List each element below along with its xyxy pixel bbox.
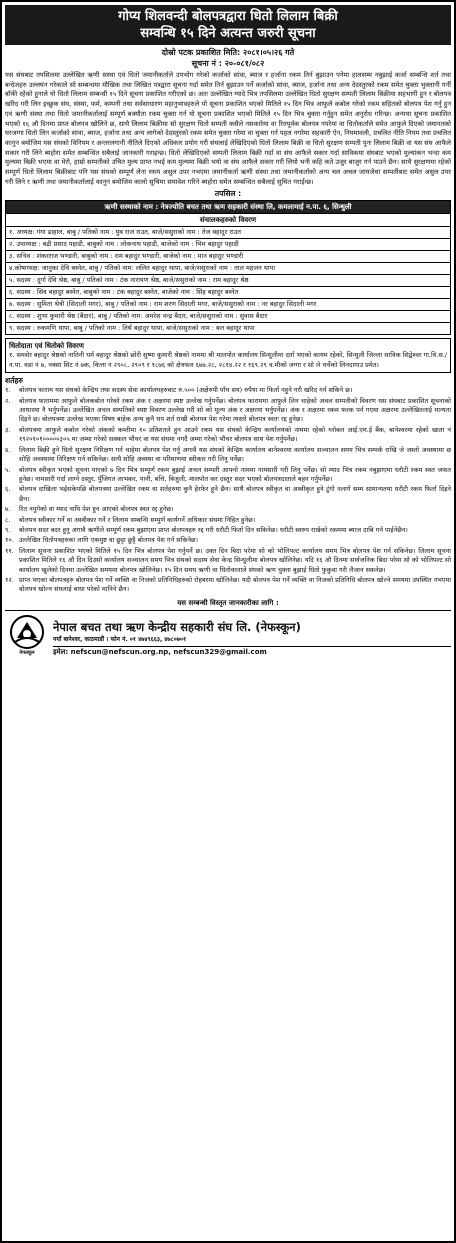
term-item: [5, 516, 451, 525]
term-item: [5, 466, 451, 485]
board-members-table: [5, 200, 451, 335]
terms-list: [5, 386, 451, 595]
term-item: [5, 576, 451, 595]
nefscun-logo-icon: [9, 614, 45, 650]
header-line-2: सम्वन्धि १५ दिने अत्यन्त जरुरी सूचना: [140, 26, 316, 41]
term-text: बोलपत्र फाराम यस संघको केन्द्रिय तथा सदस्य सेवा कार्यालयहरुबाट रु.५०० (अक्षेरुपी पाँच सय) रुपैया मा फिर्ता नहुने गरी खरिद गर्न सकिने छ।: [19, 386, 353, 395]
footer: [5, 610, 451, 664]
debtor-title: ऋणी सस्थाको नाम : नेत्रज्योति बचत तथा ऋण सहकारी संस्था लि, कमलामाई न.पा. ६, सिन्धुली: [6, 201, 451, 214]
term-text: बोलपत्रमा आफुले कबोल गरेको अंकको कम्तीमा १० प्रतिशतले हुन आउने रकम यस संघको केन्द्रिय कार्यालयको नाममा रहेको ग्लोबल आई.एम.ई बैंक, बानेश्वरमा रहेको खाता नं १९२०१०१०००००३०५ मा जम्मा गरेको सक्कल भौचर वा यस संघमा नगदै जम्मा गरेको भौचर बोलपत्र साथ पेश गर्नुपर्नेछ।: [19, 425, 451, 444]
member-row: ७. सदस्य : सुमिता श्रेत्री (सिदाली मगर), बाबु / पतिको नाम : राम शरण सिदाली मगर, बाजे/ससुराको नाम : नर बहादुर सिदाली मगर: [6, 299, 451, 311]
term-number: ९.: [5, 525, 11, 534]
term-text: बोलपत्र फाराममा आफुले बोलकबोल गरेको रकम अंक र अक्षरमा स्पष्ट उल्लेख गर्नुपर्नेछ। बोलपत्र फाराममा आफुले लिन चाहेको अचल सम्पतीको विवरण यस संघबाट प्रकाशित सूचनाको आधारमा नै भर्नुपर्नेछ। उल्लेखित अचल सम्पतिको स्पष्ट विवरण उल्लेख गरी सो को मूल्य अंक र अक्षरमा भर्नुपर्नेछ। अंक र अक्षरमा रकम फरक पर्न गएमा अक्षरमा उल्लेखितलाई मान्यता दिइने छ। बोलपत्रमा उल्लेख भएका विषय बाहेक अन्य कुनै थप शर्त राखी बोलपत्र पेश गरेमा त्यस्तो बोलपत्र स्वतः रद्द हुनेछ।: [19, 396, 451, 424]
term-number: ६.: [5, 485, 11, 494]
org-logo: [5, 614, 49, 664]
board-title: संचालकहरुको विवरण: [6, 214, 451, 227]
member-row: ६. सदस्य : सिव बहादुर बस्नेत, बाबुको नाम : टंक बहादुर बस्नेत, बाजेको नाम : सिंह बहादुर बस्नेत: [6, 287, 451, 299]
term-text: लिलाम बिक्री हुने धितो सुरक्षण निरिक्षण गर्न चाहेमा बोलपत्र पेश गर्नु अगावै यस संघको केन्द्रिय कार्यालय बानेश्वरमा कार्यालय सञ्चालन समय भित्र सम्पर्क राखि जे जस्तो अवस्थामा छ सोहि अवस्थामा निरिक्षण गर्न सकिनेछ। साथै सोहि अवस्था वा परिमाणमा स्वीकार गरी लिनु पर्नेछ।: [19, 445, 451, 464]
header-line-1: गोप्य शिलवन्दी बोलपत्रद्वारा धितो लिलाम बिक्री: [118, 9, 338, 24]
term-number: ११.: [5, 546, 14, 555]
term-text: बोलपत्र स्वीकार गर्ने वा अस्वीकार गर्ने र लिलाम सम्बन्धि सम्पुर्ण कार्यगर्ने अधिकार संघमा निहित हुनेछ।: [19, 515, 256, 524]
term-text: बोलपत्र सदर बदर हुनु अगावै ऋणीले सम्पूर्ण रकम बुझाएमा प्राप्त बोलपत्रहरु रद्द गरी धरौटी फिर्ता दिन सकिनेछ। धरौटी स्वरुप राखेको रकममा ब्याज दाबि गर्न पाईनेछैन।: [19, 525, 408, 534]
term-item: [5, 386, 451, 395]
tapsil-title: तपसिल :: [214, 189, 242, 199]
term-item: [5, 485, 451, 504]
info-line: यस सम्बन्धी विस्तृत जानकारीका लागि :: [177, 598, 279, 607]
member-row: १. अध्यक्ष: गंगा ढाहाल, बाबु / पतिको नाम : युब राज राउत, बाजे/ससुराको नाम : तेज बहादुर राउत: [6, 227, 451, 239]
org-address: नयाँ बानेश्वर, काठमाडौं । फोन नं. ०१ ४७४९६६३, ४७८०७०१: [53, 635, 187, 643]
logo-text: नेफस्कून: [19, 649, 35, 656]
member-row: ५. सदस्य : दुर्गा देवि श्रेष्ठ, बाबु / पतिको नाम : टंक नारायण श्रेष्ठ, बाजे/ससुराको नाम : राम बहादुर श्रेष्ठ: [6, 275, 451, 287]
member-row: ४.कोषाध्यक्ष: जानुका देवि बस्नेत, बाबु / पतिको नाम: ललित बहादुर थापा, बाजे/ससुराको नाम : ताल महजन थापा: [6, 263, 451, 275]
term-item: [5, 397, 451, 425]
term-item: [5, 446, 451, 465]
collateral-box: [5, 338, 451, 373]
term-number: १०.: [5, 536, 14, 545]
org-name: नेपाल बचत तथा ऋण केन्द्रीय सहकारी संघ लि. (नेफस्कून): [53, 619, 301, 634]
member-row: ९. सदस्य : रुकमणि थापा, बाबु / पतिको नाम : तिर्थ बहादुर थापा, बाजे/ससुराको नाम : बल बहादुर थापा: [6, 323, 451, 335]
term-number: ३.: [5, 425, 11, 434]
term-text: उल्लेखित धितोपत्रहरुका लागि एकमुष्ट वा छुट्टा छुट्टै बोलपत्र पेश गर्न सकिनेछ।: [19, 536, 198, 545]
term-text: प्राप्त भएका बोलपत्रहरु बोलपत्र पेश गर्ने व्यक्ति वा निजको प्रतिनिधिहरुको रोहबरमा खोलिनेछ। यदी बोलपत्र पेश गर्ने व्यक्ति वा निजको प्रतिनिधि बोलपत्र खोल्ने समयमा उपस्थित नभएमा बोलपत्र खोल्न संघलाई बाधा परेको मानिने छैन।: [19, 575, 451, 594]
publication-date: दोस्रो पटक प्रकाशित मिति: २०८१।०५।२६ गते: [161, 48, 295, 57]
intro-paragraph: यस संघबाट तपसिलमा उल्लेखित ऋणी सस्था एवं धितो जमानीकर्ताले उपभोग गरेको कर्जाको सांवा, ब्याज र हर्जाना रकम तिर्न बुझाउन पनेमा हालसम्म नबुझाई कर्जा सम्बन्धि शर्त तथा बन्देजहरु उल्लघंन गरेकाले सो सम्बन्धमा मौखिक तथा लिखित पत्रद्वारा सूचना गर्दा समेत तिर्न बुझाउन पर्ने कर्जाको सांवा, ब्याज, हर्जाना तथा अन्य देदस्तुरको रकम समेत चुक्ता भुक्तानी गर्नी बाँकी रहेको हुनाले यो धितो लिलाम सम्बन्धी १५ दिने सूचना प्रकाशित गरीएको छ। अतः उल्लेखित ग्यादे भित्र तपसिलमा उल्लेखित धितो सुरक्षण सम्पती लिलाम बिक्रीमा सहभागी हुन र बोलपत्र खरिद गरी लिन इच्छुक संघ, संस्था, फर्म, कम्पनी तथा सर्वसाधारण महानुभावहरुले यो सूचना प्रकाशित भएको मितिले १५ दिन भित्र आफुले कबोल गरेको रकम सहितको बोलपत्र पेश गर्नु हुन एवं ऋणी संस्था तथा धितो जमानीकर्तालाई सम्पूर्ण बक्यौता रकम चुक्ता गर्न यो सूचना प्रकाशित भएको मितिले १५ दिन भित्र चुक्ता गर्नुहुन समेत अनुरोध गरिन्छ। अन्यथा सूचना प्रकाशित भएको १६ औ दिनमा प्राप्त बोलपत्र खोलिने छ, साथै लिलाम बिक्रीमा सो सुरक्षण धितो सम्पती कसैले नसकारेमा वा रितपूर्वक बोलपत्र नपरेमा वा धितोकर्ताले समेत आफुले दिएको जमानतको घरजग्गा धितो लिन कर्जाको सांवा, ब्याज, हर्जाना तथा अन्य लागेको देदस्तुरको रकम समेत चुक्ता गरेमा वा चुक्ता गर्न पहल नगरेमा सहकारी ऐन, नियमावली, प्रचलित नीति नियम तथा प्रचलित कानुन बमोजिम यस संघको विनियम र अन्तरलगानी नीतिले दिएको अधिकार प्रयोग गरी संघलाई लेखिदिएको धितो लिलाम बिक्री वा धितो सुरक्षण सम्पती पुनः लिलाम बिक्री वा यस संघ आफैले सकार गरी लिने ब्यहोरा समेत सम्बन्धित सबैलाई जानकारी गराइन्छ। धितो लेखिदिएको सम्पती लिलाम बिक्री गर्दा वा संघ आफैले सकार गर्दा साविकमा संघबाट भएको मुल्यांकन भन्दा कम मुल्यमा बिक्री भएमा वा मेरो, हाम्रो सम्पतीको उचित मुल्य प्राप्त नभई कम मुल्यमा बिक्री भयो वा संघ आफैले सकार गरी लियो भनी कहि कते उजुर बाजुर गर्न पाउने छैन। साथै सुरक्षणमा रहेको सम्पूर्ण धितो लिलाम बिक्रीबाट पनि यस संघको सम्पूर्ण लेना रकम असुल उपर नभएमा जमानीकर्ता ऋणी संस्था तथा जमानीकर्ताको अन्य चल अचल जायजेथा सम्पतीबाट समेत असुल उपर गरी लिने र ऋणी तथा जमानीकर्तालाई कानुन बमोजिम कालो सुचिमा समावेश गरिने ब्यहोरा समेत सम्बन्धित सबैलाई सुचित गराईन्छ।: [5, 71, 451, 186]
term-number: १.: [5, 386, 11, 395]
terms-title: शर्तहरु: [5, 376, 23, 386]
collateral-title: धितोदाता एवं धितोको विवरण: [9, 342, 84, 351]
notice-header: [5, 5, 451, 45]
term-text: रित नपुगेको वा म्याद नाघि पेश हुन आएको बोलपत्र स्वत रद्द हुनेछ।: [19, 505, 174, 514]
term-number: ५.: [5, 465, 11, 474]
term-item: [5, 526, 451, 535]
member-row: ८. सदस्य : शुभा कुमारी श्रेष्ठ (बैदार), बाबु / पतिको नाम: अमरेश चन्द्र बैदार, बाजे/ससुराको नाम : सुवास बैदार: [6, 311, 451, 323]
term-item: [5, 505, 451, 514]
term-item: [5, 536, 451, 545]
term-item: [5, 426, 451, 445]
term-text: बोलपत्र दाखिला भईसकेपछि बोलपत्रमा उल्लेखित रकम वा शर्तहरुमा कुनै हेरफेर हुने छैन। साथै बोलपत्र स्वीकृत वा अस्वीकृत हुने टुंगो नलागे सम्म सामान्यतया धरौटी रकम फिर्ता दिइने छैन।: [19, 485, 451, 503]
term-text: लिलाम सूचना प्रकाशित भएको मितिले १५ दिन भित्र बोलपत्र पेश गर्नुपर्ने छ। उक्त दिन बिदा परेमा सो को भोलिपल्ट कार्यालय समय भित्र बोलपत्र पेश गर्न सकिनेछ। लिलाम सूचना प्रकाशित मितिले १६ औ दिन दिउसो कार्यालय सञ्चालन समय भित्र संघको सदस्य सेवा केन्द्र सिन्धुलीमा बोलपत्र खोलिनेछ। यदि १६ औ दिनमा सार्वजनिक बिदा परेमा सो को भोलिपल्ट सो कार्यालय खुलेको दिनमा उल्लेखित समयमा बोलपत्र खोलिनेछ। १५ दिन समय ऋणी वा धितोवालाले संघको ऋण चुक्ता बुझाई धितो फुकुवा गरी लैजान सकनेछ।: [19, 546, 451, 574]
member-row: २. उपाध्यक्ष : बद्री प्रसाद पहाडी, बाबुको नाम : लोकनाथ पहाडी, बाजेको नाम : भिम बहादुर पहाडी: [6, 239, 451, 251]
term-number: ४.: [5, 445, 11, 454]
term-item: [5, 547, 451, 575]
org-email[interactable]: इमेल: nefscun@nefscun.org.np, nefscun329@gmail.com: [53, 646, 451, 658]
member-row: ३. सचिव : शंकरराज भण्डारी, बाबुको नाम : राम बहादुर भण्डारी, बाजेको नाम : मान बहादुर भण्डारी: [6, 251, 451, 263]
org-details: [49, 620, 451, 658]
term-number: १२.: [5, 575, 14, 584]
term-text: बोलपत्र स्वीकृत भएको सूचना पाएको ७ दिन भित्र सम्पूर्ण रकम बुझाई अचल सम्पती आफ्नो नाममा नामसारी गरी लिनु पर्नेछ। सो म्याद भित्र रकम नबुझाएमा धरौटी रकम स्वत जफत हुनेछ। नामसारी गर्दा लाग्ने दस्तुर, पुँजिगत लाभकर, पानी, बत्ति, बिजुली, मालपोत कर दस्तुर सदर भएको बोलपत्रदाताले बहन गर्नुपर्नेछ।: [19, 465, 451, 483]
notice-number: सूचना नं : २०-०८१/०८२: [191, 59, 265, 68]
term-number: ८.: [5, 515, 11, 524]
term-number: ७.: [5, 505, 11, 514]
term-number: २.: [5, 396, 11, 405]
collateral-body: १. समसेर बहादुर श्रेष्ठको नातिनी धर्म बहादुर श्रेष्ठको छोरी सुष्मा कुमारी श्रेष्ठको नाममा श्री मालपोत कार्यालय सिन्धुलीमा दर्ता भएको कायम रहेको, सिन्धुली जिल्ला साविक सिद्वेश्वर गा.वि.स./न.पा. वडा नं ७, नक्सा सिट नं ७क, कित्ता नं २९०८, २९०९ र १८७६ को क्षेत्रफल ६७७.२८, २८१४.२२ र १६९.२९ व.मीको जग्गा र सो ले चर्चेको लिनदागाउ प्रमेत।: [9, 351, 447, 369]
